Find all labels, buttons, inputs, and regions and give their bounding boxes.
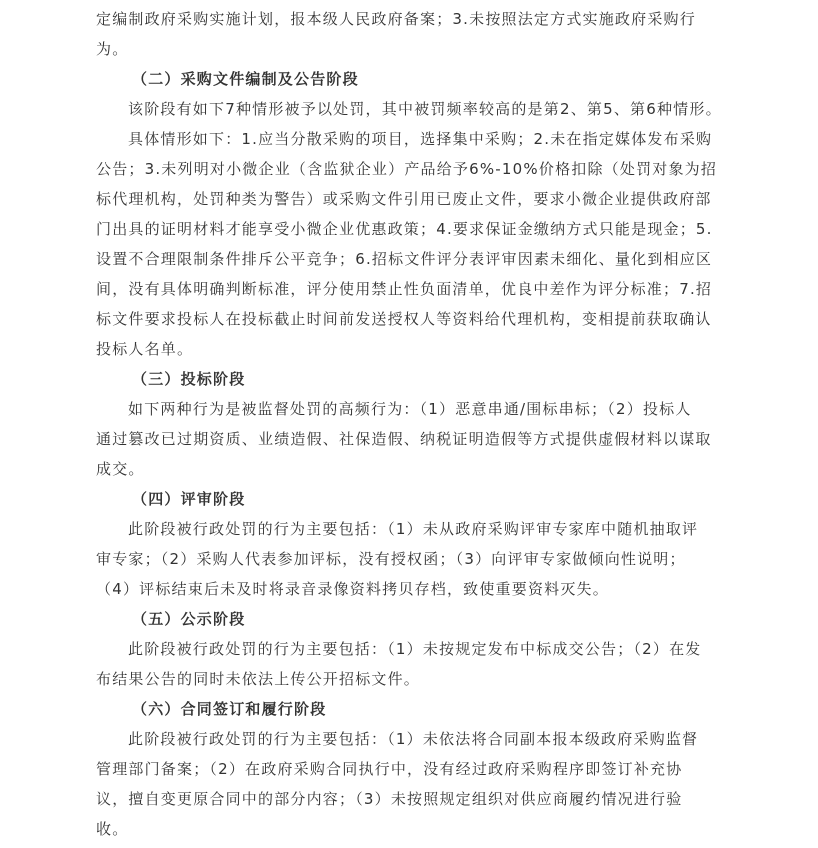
section-heading: （四）评审阶段 [132,490,246,508]
paragraph-line: 成交。 [96,460,145,478]
paragraph-line: 具体情形如下：1.应当分散采购的项目，选择集中采购；2.未在指定媒体发布采购 [128,130,713,148]
paragraph-line: 定编制政府采购实施计划，报本级人民政府备案；3.未按照法定方式实施政府采购行 [96,10,696,28]
section-heading: （三）投标阶段 [132,370,246,388]
paragraph-line: 门出具的证明材料才能享受小微企业优惠政策；4.要求保证金缴纳方式只能是现金；5. [96,220,713,238]
paragraph-line: （4）评标结束后未及时将录音录像资料拷贝存档，致使重要资料灭失。 [96,580,609,598]
paragraph-line: 议，擅自变更原合同中的部分内容；（3）未按照规定组织对供应商履约情况进行验 [96,790,683,808]
paragraph-line: 标文件要求投标人在投标截止时间前发送授权人等资料给代理机构，变相提前获取确认 [96,310,712,328]
section-heading: （五）公示阶段 [132,610,246,628]
paragraph-line: 投标人名单。 [96,340,194,358]
paragraph-line: 该阶段有如下7种情形被予以处罚，其中被罚频率较高的是第2、第5、第6种情形。 [128,100,722,118]
paragraph-line: 为。 [96,40,129,58]
paragraph-line: 布结果公告的同时未依法上传公开招标文件。 [96,670,421,688]
paragraph-line: 设置不合理限制条件排斥公平竞争；6.招标文件评分表评审因素未细化、量化到相应区 [96,250,713,268]
section-heading: （二）采购文件编制及公告阶段 [132,70,359,88]
paragraph-line: 此阶段被行政处罚的行为主要包括：（1）未依法将合同副本报本级政府采购监督 [128,730,699,748]
paragraph-line: 收。 [96,820,129,838]
paragraph-line: 管理部门备案；（2）在政府采购合同执行中，没有经过政府采购程序即签订补充协 [96,760,683,778]
paragraph-line: 如下两种行为是被监督处罚的高频行为：（1）恶意串通/围标串标；（2）投标人 [128,400,692,418]
paragraph-line: 公告；3.未列明对小微企业（含监狱企业）产品给予6%-10%价格扣除（处罚对象为招 [96,160,718,178]
paragraph-line: 此阶段被行政处罚的行为主要包括：（1）未从政府采购评审专家库中随机抽取评 [128,520,699,538]
paragraph-line: 审专家；（2）采购人代表参加评标，没有授权函；（3）向评审专家做倾向性说明； [96,550,686,568]
paragraph-line: 通过篡改已过期资质、业绩造假、社保造假、纳税证明造假等方式提供虚假材料以谋取 [96,430,712,448]
paragraph-line: 标代理机构，处罚种类为警告）或采购文件引用已废止文件，要求小微企业提供政府部 [96,190,712,208]
paragraph-line: 此阶段被行政处罚的行为主要包括：（1）未按规定发布中标成交公告；（2）在发 [128,640,702,658]
paragraph-line: 间，没有具体明确判断标准，评分使用禁止性负面清单，优良中差作为评分标准；7.招 [96,280,713,298]
section-heading: （六）合同签订和履行阶段 [132,700,327,718]
